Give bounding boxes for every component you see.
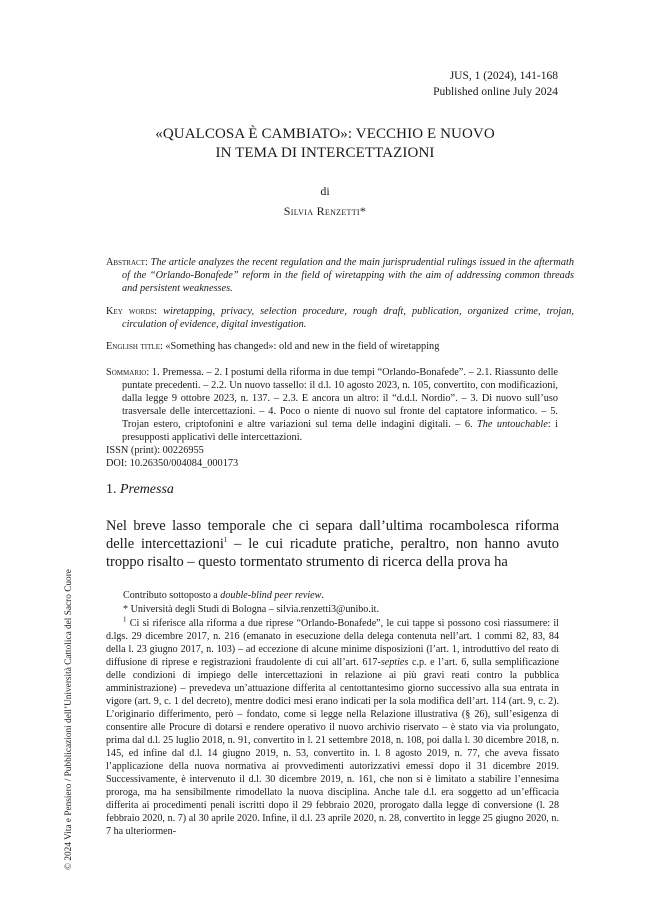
keywords (106, 305, 574, 331)
summary-text-italic: The untouchable (477, 419, 548, 430)
contribution-text: Contributo sottoposto a (123, 590, 221, 601)
abstract-text: The article analyzes the recent regulation and the main jurisprudential rulings issued in the aftermath of the “Orlando-Bonafede” reform in the field of wiretapping with the aim of addressing common threads and persistent weaknesses. (122, 257, 575, 294)
abstract-label: Abstract: (106, 257, 148, 268)
summary-label: Sommario: (106, 367, 150, 378)
title-line-2: IN TEMA DI INTERCETTAZIONI (215, 145, 435, 161)
title-line-1: «QUALCOSA È CAMBIATO»: VECCHIO E NUOVO (155, 126, 495, 142)
body-text-a: Nel breve lasso temporale che ci separa dall’ultima rocambolesca riforma delle intercettazioni (106, 518, 559, 552)
summary-text-b: : i presupposti applicativi delle intercettazioni. (122, 419, 559, 443)
section-number: 1. (106, 482, 117, 497)
footnote-1-number: 1 (123, 615, 127, 624)
issn: ISSN (print): 00226955 (106, 445, 204, 456)
copyright-sidebar (64, 530, 78, 870)
keywords-label: Key words: (106, 306, 157, 317)
footnote-1-text-b: c.p. e l’art. 6, sulla semplificazione delle condizioni di impiego delle intercettazioni in relazione ai più gravi reati contro la pubblica amministrazione) – prevedeva un’attuazione differita al centottantesimo giorno successivo alla sua entrata in vigore (art. 9, c. 1 del decreto), mentre dodici mesi erano indicati per la sola modifica dell’art. 114 (art. 9, c. 2). L’originario differimento, però – fondato, come si legge nella Relazione illustrativa (§ 26), sull’esigenza di consentire alle Procure di dotarsi e rendere operativo il nuovo archivio riservato – è stato via via prolungato, prima dal d.l. 25 luglio 2018, n. 91, convertito in l. 21 settembre 2018, n. 108, poi dalla l. 30 dicembre 2018, n. 145, ed infine dal d.l. 14 giugno 2019, n. 53, convertito in. l. 8 agosto 2019, n. 77, che aveva fissato l’applicazione della nuova normativa ai provvedimenti autorizzativi emessi dopo il 31 dicembre 2019. Successivamente, è intervenuto il d.l. 30 dicembre 2019, n. 161, che non si è limitato a stabilire l’ennesima proroga, ma ha sensibilmente rimodellato la nuova disciplina. Anche tale d.l. era soggetto ad un’efficacia differita ai procedimenti penali iscritti dopo il 29 febbraio 2020, prorogato dalla legge di conversione (l. 28 febbraio 2020, n. 7) al 30 aprile 2020. Infine, il d.l. 23 aprile 2020, n. 28, convertito in legge 25 giugno 2020, n. 7 ha ulteriormen- (106, 657, 559, 837)
english-title-text: «Something has changed»: old and new in the field of wiretapping (165, 341, 440, 352)
footnote-affiliation: * Università degli Studi di Bologna – silvia.renzetti3@unibo.it. (123, 604, 380, 615)
abstract (106, 256, 574, 295)
section-heading (106, 482, 174, 498)
author-name: Silvia Renzetti* (283, 204, 367, 218)
published-online: Published online July 2024 (433, 86, 558, 98)
section-title: Premessa (120, 482, 174, 497)
article-title (92, 125, 558, 163)
summary-block (106, 366, 558, 470)
copyright-text: © 2024 Vita e Pensiero / Pubblicazioni dell’Università Cattolica del Sacro Cuore (64, 569, 74, 870)
footnote-1-text-a: Ci si riferisce alla riforma a due riprese “Orlando-Bonafede”, le cui tappe si possono così riassumere: il d.lgs. 29 dicembre 2017, n. 216 (emanato in esecuzione della delega contenuta nell’art. 1 commi 82, 83, 84 della l. 23 giugno 2017, n. 103) – ad eccezione di alcune minime disposizioni (l’art. 1, introduttivo del reato di diffusione di riprese e registrazioni fraudolente di cui all’art. 617- (106, 618, 559, 668)
contribution-end: . (321, 590, 324, 601)
contribution-italic: double-blind peer review (220, 590, 322, 601)
summary-text-a: 1. Premessa. – 2. I postumi della riforma in due tempi “Orlando-Bonafede”. – 2.1. Riassunto delle puntate precedenti. – 2.2. Un nuovo tassello: il d.l. 10 agosto 2023, n. 105, convertito, con modificazioni, dalla legge 9 ottobre 2023, n. 137. – 2.3. E ancora un altro: il “d.d.l. Nordio”. – 3. Di nuovo sull’uso trasversale delle intercettazioni. – 4. Poco o niente di nuovo sul fronte del captatore informatico. – 5. Trojan estero, criptofonini e altre variazioni sul tema delle indagini digitali. – 6. (122, 367, 559, 430)
body-text-b: – le cui ricadute pratiche, peraltro, non hanno avuto troppo risalto – questo tormentato strumento di ricerca della prova ha (106, 536, 559, 570)
footnote-contribution (106, 589, 559, 602)
summary (106, 366, 558, 444)
footnote-1 (106, 617, 559, 838)
footnote-1-italic: septies (380, 657, 409, 668)
journal-header (433, 68, 558, 100)
journal-citation: JUS, 1 (2024), 141-168 (449, 70, 558, 82)
body-paragraph (106, 517, 559, 571)
doi: DOI: 10.26350/004084_000173 (106, 458, 239, 469)
english-title (106, 340, 574, 353)
by-word: di (320, 184, 330, 198)
footnote-ref-1[interactable]: 1 (223, 536, 228, 545)
keywords-text: wiretapping, privacy, selection procedure, rough draft, publication, organized crime, trojan, circulation of evidence, digital investigation. (122, 306, 574, 330)
english-title-label: English title: (106, 341, 163, 352)
